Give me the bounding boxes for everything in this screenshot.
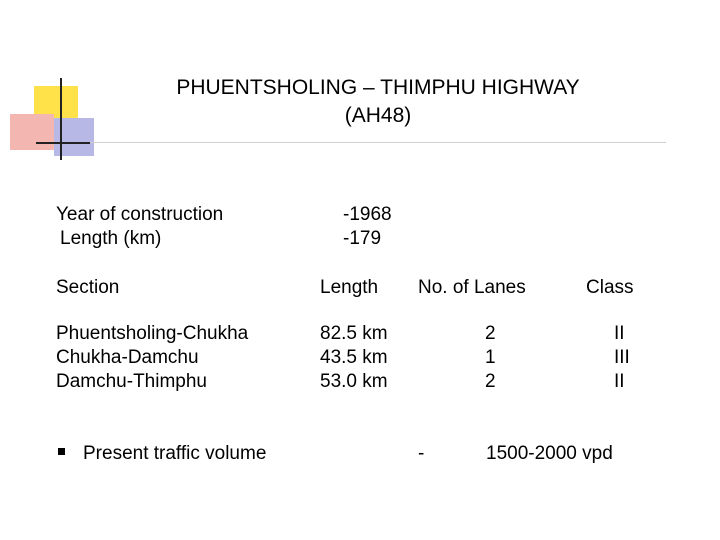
bullet-icon: [58, 448, 65, 455]
traffic-dash: -: [418, 443, 425, 464]
title-line-2: (AH48): [344, 104, 412, 127]
row-2-length: 43.5 km: [320, 347, 388, 368]
deco-vertical-line: [60, 78, 62, 160]
header-length: Length: [320, 277, 379, 298]
length-label: Length (km): [60, 228, 162, 249]
row-1-lanes: 2: [485, 323, 496, 344]
row-2-section: Chukha-Damchu: [56, 347, 199, 368]
title-divider: [36, 142, 666, 143]
row-3-length: 53.0 km: [320, 371, 388, 392]
traffic-label: Present traffic volume: [83, 443, 267, 464]
deco-red-square: [10, 114, 54, 150]
header-lanes: No. of Lanes: [418, 277, 526, 298]
row-1-length: 82.5 km: [320, 323, 388, 344]
year-value: -1968: [343, 204, 392, 225]
slide-title: [100, 74, 656, 130]
row-1-section: Phuentsholing-Chukha: [56, 323, 249, 344]
length-value: -179: [343, 228, 382, 249]
row-3-class: II: [614, 371, 625, 392]
row-2-lanes: 1: [485, 347, 496, 368]
row-2-class: III: [614, 347, 630, 368]
row-1-class: II: [614, 323, 625, 344]
year-label: Year of construction: [56, 204, 224, 225]
traffic-value: 1500-2000 vpd: [486, 443, 613, 464]
title-line-1: PHUENTSHOLING – THIMPHU HIGHWAY: [176, 76, 580, 99]
deco-horizontal-line: [36, 142, 90, 144]
header-section: Section: [56, 277, 120, 298]
row-3-lanes: 2: [485, 371, 496, 392]
row-3-section: Damchu-Thimphu: [56, 371, 207, 392]
header-class: Class: [586, 277, 634, 298]
